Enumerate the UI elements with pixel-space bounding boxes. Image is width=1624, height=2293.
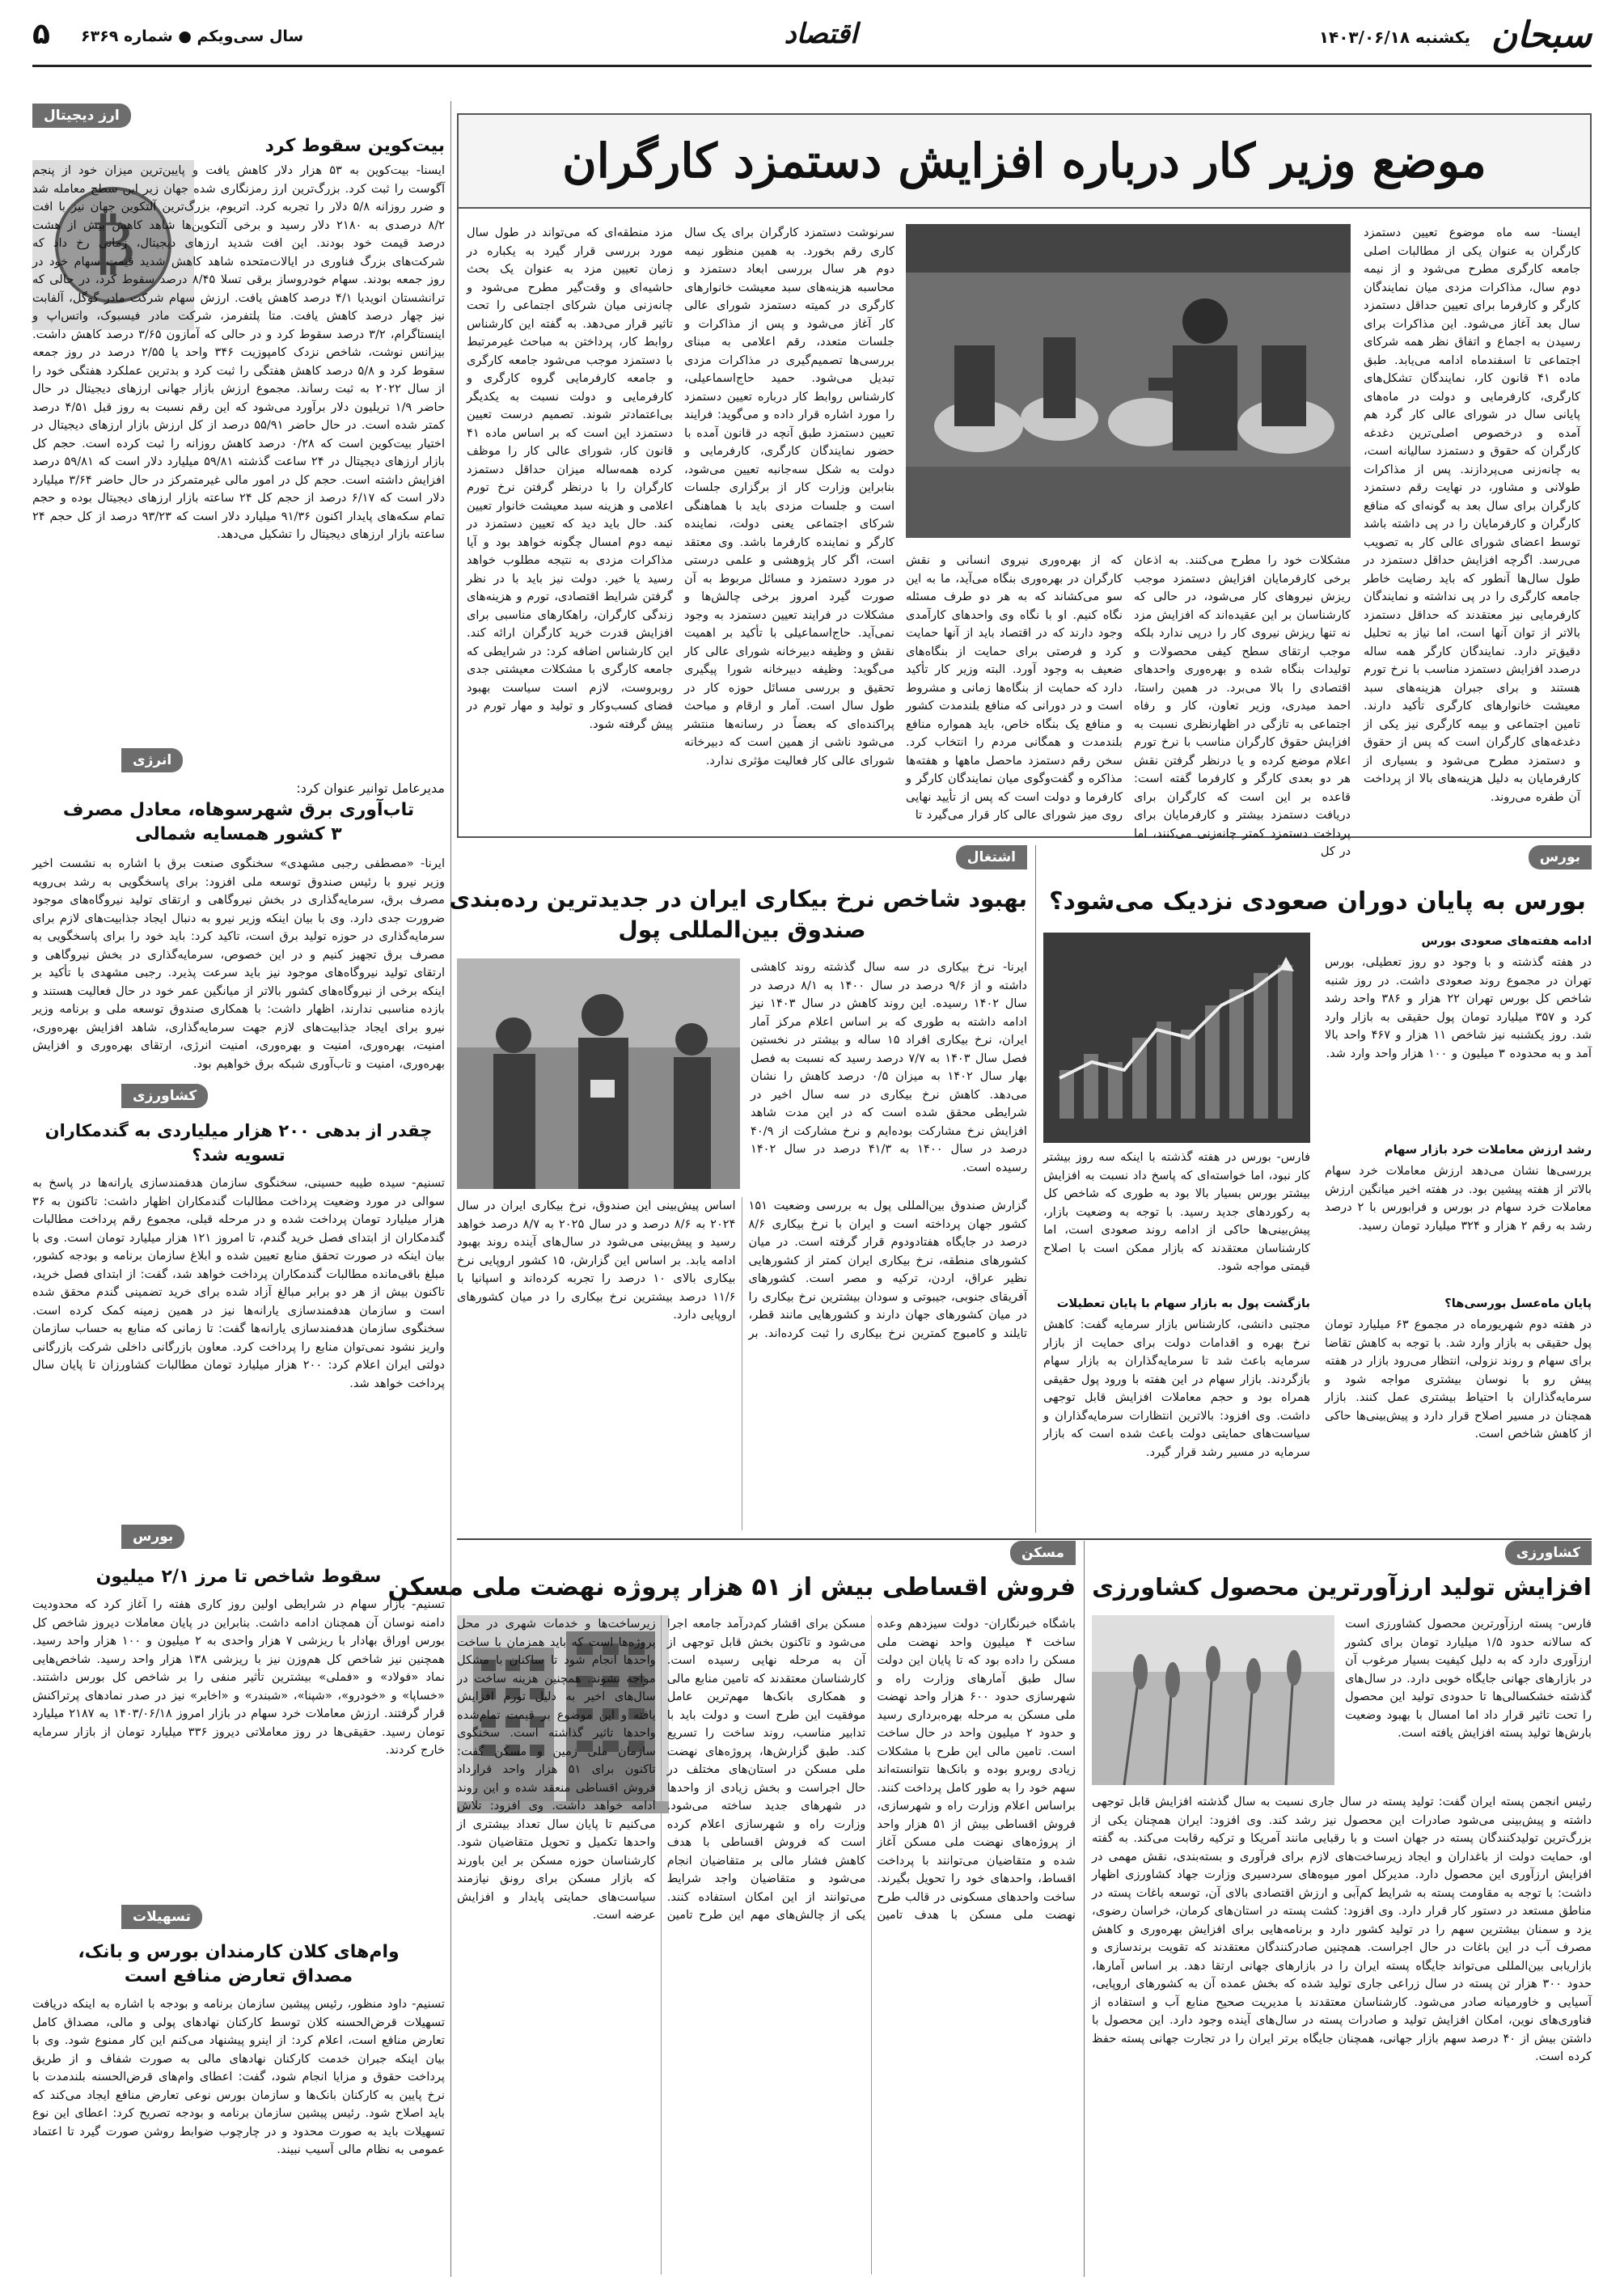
bourse-chart-photo xyxy=(1043,933,1310,1143)
masthead-date: یکشنبه ۱۴۰۳/۰۶/۱۸ xyxy=(1318,27,1470,47)
masthead-logo: سبحان xyxy=(1491,15,1592,56)
svg-text:₿: ₿ xyxy=(91,205,136,281)
agri-debt-headline-2: تسویه شد؟ xyxy=(192,1145,285,1165)
stock-small-tag-rule xyxy=(32,1537,445,1538)
unemployment-headline-2: صندوق بین‌المللی پول xyxy=(618,916,866,943)
housing-headline: فروش اقساطی بیش از ۵۱ هزار پروژه نهضت ملی مسکن xyxy=(387,1573,1076,1601)
lead-headline-band xyxy=(459,115,1590,209)
stock-small-headline: سقوط شاخص تا مرز ۲/۱ میلیون xyxy=(95,1567,382,1587)
bourse-body-4: در هفته دوم شهریورماه در مجموع ۶۳ میلیارد تومان پول حقیقی به بازار وارد شد. با توجه به کاهش تقاضا برای سهام و روند نزولی، انتظار می‌رود بازار در هفته پیش رو با نوسان بیشتری مواجه شود و سرمایه‌گذاران با احتیاط بیشتری عمل کنند. بازار همچنان در مسیر اصلاح قرار دارد و پیش‌بینی‌ها حاکی از کاهش شاخص است. xyxy=(1325,1318,1592,1441)
unemployment-body-top: ایرنا- نرخ بیکاری در سه سال گذشته روند کاهشی داشته و از ۹/۶ درصد در سال ۱۴۰۰ به ۸/۱ درصد در سال ۱۴۰۲ رسیده. این روند کاهش در سال ۱۴۰۳ نیز ادامه داشته به طوری که بر اساس اعلام مرکز آمار ایران، نرخ بیکاری افراد ۱۵ ساله و بیشتر در نخستین فصل سال ۱۴۰۳ به ۷/۷ درصد رسید که نسبت به فصل بهار سال ۱۴۰۲ به میزان ۰/۵ درصد کاهش را نشان می‌دهد. کاهش نرخ بیکاری در سه سال اخیر در شرایطی محقق شده است که در این مدت شاهد افزایش نرخ مشارکت بوده‌ایم و نرخ مشارکت از ۴۰/۹ درصد در سال ۱۴۰۰ به ۴۱/۳ درصد در سال ۱۴۰۲ رسیده است. xyxy=(751,960,1028,1174)
agri-debt-body: تسنیم- سیده طیبه حسینی، سخنگوی سازمان هدفمندسازی یارانه‌ها در پاسخ به سوالی در مورد وضعیت پرداخت مطالبات گندمکاران اظهار داشت: تاکنون به ۳۶ هزار میلیارد تومان پرداخت شده و در مرحله قبلی، مجموع رقم پرداخت مطالبات گندمکاران از ابتدای فصل خرید گندم، تا امروز ۱۲۱ هزار میلیارد تومان است. وی با بیان اینکه در صورت تحقق منابع تعیین شده و ابلاغ سازمان برنامه و بودجه کشور، مبلغ باقی‌مانده مطالبات گندمکاران پرداخت خواهد شد، گفت: از ابتدای فصل خرید، تاکنون بیش از هر دو برابر مبالغ آزاد شده برای خرید تضمینی گندم محقق شده است و سازمان هدفمندسازی یارانه‌ها نیز در همین زمینه کمک کرده است. سخنگوی سازمان هدفمندسازی یارانه‌ها گفت: تا زمانی که منابع به حساب سازمان واریز نشود نمی‌توان منابع را پرداخت کرد. معاون بازرگانی داخلی شرکت بازرگانی دولتی ایران اعلام کرد: ۲۰۰ هزار میلیارد تومان مطالبات کشاورزان تا پایان سال پرداخت خواهد شد. xyxy=(32,1176,445,1390)
agri-debt-story xyxy=(32,1084,445,1517)
section-title: اقتصاد xyxy=(784,18,858,50)
bourse-sub-3: رشد ارزش معاملات خرد بازار سهام xyxy=(1384,1143,1592,1157)
masthead-rule xyxy=(32,65,1592,67)
agri-debt-headline-1: چقدر از بدهی ۲۰۰ هزار میلیاردی به گندمکاران xyxy=(44,1121,433,1140)
left-column-divider xyxy=(450,101,451,2277)
stock-small-story xyxy=(32,1525,445,1897)
energy-tag-rule xyxy=(32,760,445,762)
bourse-headline: بورس به پایان دوران صعودی نزدیک می‌شود؟ xyxy=(1049,887,1586,916)
crypto-headline: بیت‌کوین سقوط کرد xyxy=(264,136,445,156)
middle-divider xyxy=(1035,845,1036,1533)
bourse-body-3: بررسی‌ها نشان می‌دهد ارزش معاملات خرد سهام بالاتر از هفته پیشین بود. در هفته اخیر میانگین ارزش معاملات خرد سهام در بورس و فرابورس با ۲ درصد رشد به رقم ۲ هزار و ۳۲۴ میلیارد تومان رسید. xyxy=(1325,1164,1592,1233)
energy-tag: انرژی xyxy=(121,748,183,772)
unemployment-headline-1: بهبود شاخص نرخ بیکاری ایران در جدیدترین رده‌بندی xyxy=(449,886,1027,912)
energy-kicker: مدیرعامل توانیر عنوان کرد: xyxy=(296,781,445,796)
agri-debt-tag: کشاورزی xyxy=(121,1084,208,1108)
masthead xyxy=(32,15,1592,73)
energy-story xyxy=(32,748,445,1076)
agri-export-tag: کشاورزی xyxy=(1505,1541,1592,1565)
bourse-sub-2: ادامه هفته‌های صعودی بورس xyxy=(1421,934,1592,948)
lower-section-rule xyxy=(457,1538,1592,1540)
loans-headline-2: مصداق تعارض منافع است xyxy=(124,1966,353,1986)
lead-col-2: مشکلات خود را مطرح می‌کنند. به اذعان برخی کارفرمایان افزایش دستمزد موجب ریزش نیروهای کار می‌شود، در حالی که کارشناسان بر این عقیده‌اند که افزایش مزد نه تنها ریزش نیروی کار را درپی ندارد بلکه موجب ارتقای سطح کیفی محصولات و تولیدات بنگاه شده و بهره‌وری واحدهای اقتصادی را بالا می‌برد. در همین راستا، احمد میدری، وزیر تعاون، کار و رفاه اجتماعی به تازگی در اظهارنظری نسبت به افزایش حقوق کارگران مناسب با نرخ تورم اعلام موضع کرده و یا درنظر گرفتن نقش هر دو بعدی کارگر و کارفرما گفته است: قاعده بر این است که کارگران برای دریافت دستمزد بیشتر و کارفرمایان برای پرداخت دستمزد کمتر چانه‌زنی می‌کنند، اما در کل xyxy=(1134,553,1351,858)
housing-story xyxy=(387,1541,1076,2277)
unemployment-story xyxy=(449,845,1028,1533)
lead-col-3: که از بهره‌وری نیروی انسانی و نقش کارگران در بهره‌وری بنگاه می‌آید، ما به این سو می‌کشاند که به هر دو طرف مسئله نگاه کنیم. او با نگاه وی واحدهای کارآمدی وجود دارند که در اقتصاد باید از آنها حمایت کرد و فرصتی برای حمایت از بنگاه‌های ضعیف به وجود آورد. البته وزیر کار تأکید دارد که حمایت از بنگاه‌ها زمانی و مشروط است و در دورانی که منافع بلندمدت کشور و منافع یک بنگاه خاص، باید همواره منافع بلندمدت و همگانی مردم را انتخاب کرد. سخن رقم دستمزد ماحصل ماهها و هفته‌ها مذاکره و گفت‌وگوی میان نمایندگان کارگر و کارفرما و دولت است که پس از تأیید نهایی روی میز شورای عالی کار قرار می‌گیرد تا xyxy=(906,553,1123,822)
loans-tag-rule xyxy=(32,1917,445,1919)
agri-export-intro: فارس- پسته ارزآورترین محصول کشاورزی است که سالانه حدود ۱/۵ میلیارد تومان برای کشور ارزآوری دارد که به دلیل کیفیت بسیار مرغوب آن در بازارهای جهانی جایگاه خوبی دارد. در سال‌های گذشته خشکسالی‌ها تا حدودی تولید این محصول را تحت تاثیر قرار داد اما امسال با بهبود وضعیت بارش‌ها تولید پسته افزایش یافته است. xyxy=(1345,1617,1592,1740)
energy-headline-2: ۳ کشور همسایه شمالی xyxy=(135,824,342,844)
unemployment-tag-rule xyxy=(457,857,1027,859)
lead-col-4: سرنوشت دستمزد کارگران برای یک سال کاری رقم بخورد. به همین منظور نیمه دوم هر سال بررسی ابعاد دستمزد و محاسبه هزینه‌های سبد معیشت خانوارهای کارگری در کمیته دستمزد شورای عالی کار آغاز می‌شود و پس از مذاکرات و جلسات متعدد، رقم اعلامی به مبنای بررسی‌ها تصمیم‌گیری در مذاکرات مزدی تبدیل می‌شود. حمید حاج‌اسماعیلی، کارشناس روابط کار درباره تعیین دستمزد را مورد اشاره قرار داده و می‌گوید: فرایند تعیین دستمزد طبق آنچه در قانون آمده با حضور نمایندگان کارگری، کارفرمایی و دولت به شکل سه‌جانبه تعیین می‌شود، بنابراین وزارت کار از برگزاری جلسات است و جلسات مزدی باید با هماهنگی شرکای اجتماعی یعنی دولت، نماینده کارگر و نماینده کارفرما باشد. وی معتقد است، اگر کار پژوهشی و علمی درستی در مورد دستمزد و مسائل مربوط به آن صورت گیرد امروز برخی چالش‌ها و مشکلات در فرایند تعیین دستمزد به وجود نمی‌آید. حاج‌اسماعیلی با تأکید بر اهمیت نقش و وظیفه دبیرخانه شورای عالی کار می‌گوید: وظیفه دبیرخانه شورا پیگیری تحقیق و بررسی مسائل حوزه کار در طول سال است. آمار و ارقام و مباحث پراکنده‌ای که بعضاً در رسانه‌ها منتشر می‌شود ناشی از همین است که دبیرخانه شورای عالی کار فعالیت مؤثری ندارد. xyxy=(684,226,894,768)
bourse-body-2: در هفته گذشته و با وجود دو روز تعطیلی، بورس تهران در مجموع روند صعودی داشت. در روز شنبه شاخص کل بورس تهران ۲۲ هزار و ۳۸۶ واحد رشد کرد و ۳۵۷ میلیارد تومان پول حقیقی به بازار وارد شد. روز یکشنبه نیز شاخص ۱۱ هزار و ۴۶۷ واحد بالا آمد و به محدوده ۳ میلیون و ۱۰۰ هزار واحد وارد شد. xyxy=(1325,955,1592,1060)
bourse-story xyxy=(1043,845,1592,1533)
unemployment-tag: اشتغال xyxy=(956,845,1027,869)
bourse-tag: بورس xyxy=(1529,845,1592,869)
agri-export-story xyxy=(1092,1541,1592,2277)
crypto-tag: ارز دیجیتال xyxy=(32,104,131,128)
loans-tag: تسهیلات xyxy=(121,1905,202,1929)
stock-small-body: تسنیم- بازار سهام در شرایطی اولین روز کاری هفته را آغاز کرد که محدودیت دامنه نوسان آن همچنان ادامه داشت. بنابراین در پایان معاملات دیروز شاخص کل بورس اوراق بهادار با ریزشی ۷ هزار واحدی به ۲ میلیون و ۱۰۰ هزار واحد رسید. همچنین نیز شاخص کل هم‌وزن نیز با ریزشی ۱۳۸ هزار واحد رسید. شاخص‌هایی نماد «فولاد» و «فملی» بیشترین تأثیر منفی را بر شاخص کل بورس داشتند. «خساپا» و «خودرو»، «شپنا»، «شبندر» و «اخابر» نیز در صدر نمادهای پرتراکنش قرار گرفتند. ارزش معاملات خرد سهام در بازار امروز ۱۴۰۳/۰۶/۱۸ به ۲۱۸۷ میلیارد تومان رسید. حقیقی‌ها در روز معاملاتی دیروز ۳۳۶ میلیارد تومان از بازار سرمایه خارج کردند. xyxy=(32,1597,445,1757)
wheat-photo xyxy=(1092,1615,1334,1785)
energy-headline-1: تاب‌آوری برق شهرسوهاه، معادل مصرف xyxy=(62,800,415,820)
students-photo xyxy=(457,958,740,1189)
agri-export-headline: افزایش تولید ارزآورترین محصول کشاورزی xyxy=(1092,1573,1592,1601)
lead-col-1: ایسنا- سه ماه موضوع تعیین دستمزد کارگران به عنوان یکی از مطالبات اصلی جامعه کارگری مطرح می‌شود و از نیمه دوم سال، مذاکرات مزدی میان نمایندگان کارگر و کارفرما برای تعیین حداقل دستمزد سال بعد آغاز می‌شود. این مذاکرات برای رسیدن به اجماع و اتفاق نظر همه شرکای اجتماعی تا اسفندماه ادامه می‌یابد. طبق ماده ۴۱ قانون کار، نمایندگان تشکل‌های کارگری، کارفرمایی و دولت در ماه‌های پایانی سال در شورای عالی کار گرد هم آمده و درخصوص اصلی‌ترین دغدغه کارگران که حقوق و دستمزد سالیانه است، به چانه‌زنی می‌پردازند. پس از مذاکرات طولانی و مشاور، در نهایت رقم دستمزد کارگران برای سال بعد به گونه‌ای که منافع کارگران و کارفرمایان را در پی داشته باشد توسط اعضای شورای عالی کار به تصویب می‌رسد. اگرچه افزایش حداقل دستمزد در طول سال‌ها آنطور که باید رضایت خاطر جامعه کارگری را در پی نداشته و نمایندگان کارفرمایی نیز معتقدند که حداقل دستمزد بالاتر از توان آنها است، اما نیاز به تحلیل دقیق‌تر دارد. نمایندگان کارگر همه ساله درصدد افزایش دستمزد مناسب با نرخ تورم هستند و برای جبران هزینه‌های سبد معیشت خانوارهای کارگری تأکید دارند. تامین اجتماعی و بیمه کارگری نیز یکی از دغدغه‌های کارگران است که پس از حقوق و دستمزد مطرح می‌شود و بسیاری از کارفرمایان به دلیل هزینه‌های بالا از پرداخت آن طفره می‌روند. xyxy=(1364,226,1580,804)
bourse-intro: فارس- بورس در هفته گذشته با اینکه سه روز بیشتر کار نبود، اما خواسته‌ای که پاسخ داد نسبت به افزایش بیشتر بورس بسیار بالا بود به طوری که شاخص کل به رکوردهای جدید رسید. با توجه به وضعیت بازار، پیش‌بینی‌ها حاکی از ادامه روند صعودی است، اما کارشناسان معتقدند که بازار ممکن است با اصلاح قیمتی مواجه شود. xyxy=(1043,1150,1310,1273)
energy-body: ایرنا- «مصطفی رجبی مشهدی» سخنگوی صنعت برق با اشاره به نشست اخیر وزیر نیرو با رئیس صندوق توسعه ملی افزود: برای پاسخگویی به رشد بی‌رویه مصرف برق، سرمایه‌گذاری در بخش نیروگاهی و ارتقای تولید نیروگاه‌های موجود ضرورت جدی دارد. وی با بیان اینکه وزیر نیرو به دنبال ایجاد جذابیت‌های لازم برای سرمایه‌گذاری در حوزه تولید برق است، تاکید کرد: باید خود را برای پاسخگویی به مصرف برق تجهیز کنیم و در این خصوص، سرمایه‌گذاری در بخش نیروگاهی و ارتقای تولید نیروگاه‌های موجود نیز باید سرعت پذیرد. رجبی مشهدی با تأکید بر اینکه برخی از نیروگاه‌های کشور بالاتر از میانگین عمر خود در حال فعالیت هستند و بازده مناسبی ندارند، اظهار داشت: با همکاری صندوق توسعه ملی و برنامه وزیر نیرو برای ایجاد جذابیت‌های لازم جهت سرمایه‌گذاری، شاهد افزایش بهره‌وری، امنیت، بهره‌وری، امنیت و بهره‌وری، امنیت انرژی، ارتقای بهره‌وری و افزایش بهره‌وری، امنیت و تاب‌آوری شبکه برق خواهیم بود. xyxy=(32,857,445,1071)
page-number: ۵ xyxy=(32,18,50,51)
bourse-body-1: مجتبی دانشی، کارشناس بازار سرمایه گفت: کاهش نرخ بهره و اقدامات دولت برای حمایت از بازار سرمایه باعث شد تا سرمایه‌گذاران به بازار سهام بازگردند. بازار سهام در این هفته با ورود پول حقیقی همراه بود و حجم معاملات افزایش قابل توجهی داشت. وی افزود: بالاترین انتظارات سرمایه‌گذاران و سیاست‌های حمایتی دولت باعث شده است که بازار سرمایه در مسیر رشد قرار گیرد. xyxy=(1043,1318,1310,1459)
loans-body: تسنیم- داود منظور، رئیس پیشین سازمان برنامه و بودجه با اشاره به اینکه دریافت تسهیلات قرض‌الحسنه کلان توسط کارکنان نهادهای پولی و مالی، مصداق کامل تعارض منافع است، اعلام کرد: از اینرو پیشنهاد می‌کنم این کار ممنوع شود. وی با بیان اینکه جبران خدمت کارکنان نهادهای مالی به صورت شفاف و از طریق پرداخت حقوق و مزایا انجام شود، گفت: اعطای وام‌های قرض‌الحسنه بلندمدت با نرخ پایین به کارکنان بانک‌ها و سازمان بورس نوعی تعارض منافع ایجاد می‌کند که باید اصلاح شود. رئیس پیشین سازمان برنامه و بودجه تصریح کرد: اعطای این نوع تسهیلات باید به صورت محدود و در چارچوب ضوابط روشن صورت گیرد تا اعتماد عمومی به نظام مالی آسیب نبیند. xyxy=(32,1997,445,2156)
stock-small-tag: بورس xyxy=(121,1525,184,1549)
lead-col-5: مزد منطقه‌ای که می‌تواند در طول سال مورد بررسی قرار گیرد به یکباره در زمان تعیین مزد به عنوان یک بحث حاشیه‌ای و وقت‌گیر مطرح می‌شود و چانه‌زنی میان شرکای اجتماعی را تحت تاثیر قرار می‌دهد. به گفته این کارشناس روابط کار، پرداختن به مباحث غیرمرتبط با دستمزد موجب می‌شود جامعه کارگری و جامعه کارفرمایی گروه کارگری و کارفرمایی و دولت نسبت به یکدیگر بی‌اعتمادتر شوند. تصمیم درست تعیین دستمزد این است که بر اساس ماده ۴۱ قانون کار، شورای عالی کار را موظف کرده همه‌ساله میزان حداقل دستمزد کارگران را با درنظر گرفتن نرخ تورم اعلامی و هزینه سبد معیشت خانوار تعیین کند. حال باید دید که تعیین دستمزد در نیمه دوم امسال چگونه خواهد بود و آیا مذاکرات مزدی به نتیجه مطلوب خواهد رسید یا خیر. دولت نیز باید با در نظر گرفتن شرایط اقتصادی، تورم و هزینه‌های زندگی کارگران، راهکارهای مناسبی برای افزایش قدرت خرید کارگران ارائه کند. این کارشناس اضافه کرد: در شرایطی که جامعه کارگری با مشکلات معیشتی جدی روبروست، لازم است سیاست بهبود فضای کسب‌وکار و تولید و مهار تورم در پیش گرفته شود. xyxy=(467,226,673,731)
crypto-story xyxy=(32,104,445,742)
loans-story xyxy=(32,1905,445,2277)
housing-body: باشگاه خبرنگاران- دولت سیزدهم وعده ساخت ۴ میلیون واحد نهضت ملی مسکن را داده بود که تا پایان این دولت سال طبق آمارهای وزارت راه و شهرسازی حدود ۶۰۰ هزار واحد نهضت ملی مسکن به مرحله بهره‌برداری رسید و حدود ۲ میلیون واحد در حال ساخت است. تامین مالی این طرح با مشکلات زیادی روبرو بوده و بانک‌ها نتوانسته‌اند سهم خود را به طور کامل پرداخت کنند. براساس اعلام وزارت راه و شهرسازی، فروش اقساطی بیش از ۵۱ هزار واحد از پروژه‌های نهضت ملی مسکن آغاز شده و متقاضیان می‌توانند با پرداخت اقساط، واحدهای خود را تحویل بگیرند. ساخت واحدهای مسکونی در قالب طرح نهضت ملی مسکن با هدف تامین مسکن برای اقشار کم‌درآمد جامعه اجرا می‌شود و تاکنون بخش قابل توجهی از آن به مرحله نهایی رسیده است. کارشناسان معتقدند که تامین منابع مالی و همکاری بانک‌ها مهم‌ترین عامل موفقیت این طرح است و دولت باید با تدابیر مناسب، روند ساخت را تسریع کند. طبق گزارش‌ها، پروژه‌های نهضت ملی مسکن در استان‌های مختلف در حال اجراست و بخش زیادی از واحدها در شهرهای جدید ساخته می‌شود. وزارت راه و شهرسازی اعلام کرده است که فروش اقساطی با هدف کاهش فشار مالی بر متقاضیان انجام می‌شود و متقاضیان واجد شرایط می‌توانند از این امکان استفاده کنند. یکی از چالش‌های مهم این طرح تامین زیرساخت‌ها و خدمات شهری در محل پروژه‌ها است که باید همزمان با ساخت واحدها انجام شود تا ساکنان با مشکل مواجه نشوند. همچنین هزینه ساخت در سال‌های اخیر به دلیل تورم افزایش یافته و این موضوع بر قیمت تمام‌شده واحدها تاثیر گذاشته است. سخنگوی سازمان ملی زمین و مسکن گفت: تاکنون برای ۵۱ هزار واحد قرارداد فروش اقساطی منعقد شده و این روند ادامه خواهد داشت. وی افزود: تلاش می‌کنیم تا پایان سال تعداد بیشتری از واحدها تکمیل و تحویل متقاضیان شود. کارشناسان حوزه مسکن بر این باورند که بازار مسکن برای رونق نیازمند سیاست‌های حمایتی پایدار و افزایش عرضه است. xyxy=(457,1617,1076,1922)
loans-headline-1: وام‌های کلان کارمندان بورس و بانک، xyxy=(78,1942,400,1962)
bourse-sub-4: پایان ماه‌عسل بورسی‌ها؟ xyxy=(1444,1297,1592,1310)
agri-export-body: رئیس انجمن پسته ایران گفت: تولید پسته در سال جاری نسبت به سال گذشته افزایش قابل توجهی داشته و پیش‌بینی می‌شود صادرات این محصول نیز رشد کند. وی افزود: ایران همچنان یکی از بزرگ‌ترین تولیدکنندگان پسته در جهان است و با رقبایی مانند آمریکا و ترکیه رقابت می‌کند. به گفته او، حمایت دولت از باغداران و ایجاد زیرساخت‌های لازم برای فرآوری و بسته‌بندی، نقش مهمی در افزایش ارزآوری این محصول دارد. مدیرکل امور میوه‌های سردسیری وزارت جهاد کشاورزی اظهار داشت: با توجه به مقاومت پسته به شرایط کم‌آبی و ارزش اقتصادی بالای آن، توسعه باغات پسته در مناطق مستعد در دستور کار قرار دارد. وی افزود: کشت پسته در استان‌های کرمان، خراسان رضوی، یزد و سمنان بیشترین سهم را در تولید کشور دارد و برنامه‌هایی برای افزایش بهره‌وری و کاهش مصرف آب در این باغات در حال اجراست. همچنین صادرکنندگان معتقدند که تقویت برندسازی و بازاریابی بین‌المللی می‌تواند جایگاه پسته ایران را در بازارهای جهانی ارتقا دهد. بر اساس آمارها، حدود ۳۰۰ هزار تن پسته در سال زراعی جاری تولید شده که بخش عمده آن به کشورهای اروپایی، آسیایی و خاورمیانه صادر می‌شود. کارشناسان معتقدند با مدیریت صحیح منابع آب و استفاده از فناوری‌های نوین، امکان افزایش تولید و صادرات پسته در سال‌های آینده وجود دارد. این محصول با داشتن بیش از ۴۰ درصد سهم بازار جهانی، همچنان جایگاه برتر ایران را در تجارت جهانی پسته حفظ کرده است. xyxy=(1092,1795,1592,2063)
lead-headline: موضع وزیر کار درباره افزایش دستمزد کارگران xyxy=(562,133,1487,188)
unemployment-body-bottom: گزارش صندوق بین‌المللی پول به بررسی وضعیت ۱۵۱ کشور جهان پرداخته است و ایران با نرخ بیکاری ۸/۶ درصد در جایگاه هفتادودوم قرار گرفته است. در میان کشورهای منطقه، نرخ بیکاری ایران کمتر از کشورهایی نظیر عراق، اردن، ترکیه و مصر است. کشورهای آفریقای جنوبی، جیبوتی و سودان بیشترین نرخ بیکاری را در میان کشورهای جهان دارند و کشورهایی مانند قطر، تایلند و کامبوج کمترین نرخ بیکاری را ثبت کرده‌اند. بر اساس پیش‌بینی این صندوق، نرخ بیکاری ایران در سال ۲۰۲۴ به ۸/۶ درصد و در سال ۲۰۲۵ به ۸/۷ درصد خواهد رسید و پیش‌بینی می‌شود در سال‌های آینده روند بهبود ادامه یابد. بر اساس این گزارش، ۱۵ کشور اروپایی نرخ بیکاری بالای ۱۰ درصد را تجربه کرده‌اند و اسپانیا با ۱۱/۶ درصد بیشترین نرخ بیکاری را در میان کشورهای اروپایی دارد. xyxy=(457,1199,1027,1340)
bourse-tag-rule xyxy=(1043,857,1592,859)
factory-photo xyxy=(906,224,1351,538)
crypto-body: ایسنا- بیت‌کوین به ۵۳ هزار دلار کاهش یافت و پایین‌ترین میزان خود از پنجم آگوست را ثبت کرد. بزرگ‌ترین ارز رمزنگاری شده جهان زیر این سطح معامله شد و ضرر روزانه ۵/۸ دلار را تجربه کرد. اتریوم، بزرگ‌ترین آلتکوین جهان نیز با افت ۸/۲ درصدی به ۲۱۸۰ دلار رسید و برخی آلتکوین‌ها شاهد کاهش بیش از هشت درصد قیمت خود بودند. این افت شدید ارزهای دیجیتال، زمانی رخ داد که شرکت‌های بزرگ فناوری در ایالات‌متحده شاهد کاهش شدید قیمت سهام خود در روز جمعه بودند. سهام خودروساز برقی تسلا ۸/۴۵ درصد سقوط کرد، در حالی که ترانشستان انویدیا ۴/۱ درصد کاهش یافت. ارزش سهام شرکت مادر گوگل، آلفابت نیز چهار درصد کاهش یافت. متا پلتفرمز، شرکت مادر فیسبوک، واتس‌اپ و اینستاگرام، ۳/۲ درصد سقوط کرد و در حالی که آمازون ۳/۶۵ درصد کاهش داشت. بیزانس نوشت، شاخص نزدک کامپوزیت ۳۴۶ واحد یا ۲/۵۵ درصد در روز جمعه سقوط کرد و ۵/۸ درصد کاهش هفتگی را ثبت کرد و بدترین عملکرد هفتگی خود را از سال ۲۰۲۲ به ثبت رساند. مجموع ارزش بازار جهانی ارزهای دیجیتال در حال حاضر ۱/۹ تریلیون دلار برآورد می‌شود که این رقم نسبت به روز قبل ۴/۵۱ درصد کمتر شده است. در حال حاضر ۵۵/۹۱ درصد از کل ارزش بازار ارزهای دیجیتال در اختیار بیت‌کوین است که ۰/۲۸ درصد کاهش روزانه را ثبت کرده است. حجم کل بازار ارزهای دیجیتال در ۲۴ ساعت گذشته ۵۹/۸۱ میلیارد دلار است که ۵۹/۸۱ درصد افزایش داشته است. حجم کل در امور مالی غیرمتمرکز در حال حاضر ۳/۶۴ میلیارد دلار است که ۶/۱۷ درصد از حجم کل ۲۴ ساعته بازار ارزهای دیجیتال بوده و حجم تمام سکه‌های پایدار اکنون ۹۱/۳۶ میلیارد دلار است که ۹۳/۲۳ درصد از کل حجم ۲۴ ساعته بازار ارزهای دیجیتال را تشکیل می‌دهد. xyxy=(32,163,446,541)
housing-tag: مسکن xyxy=(1010,1541,1076,1565)
lower-divider xyxy=(1084,1541,1085,2277)
agri-debt-tag-rule xyxy=(32,1096,445,1098)
year-issue: سال سی‌ویکم ● شماره ۶۳۶۹ xyxy=(81,27,304,45)
bourse-sub-1: بازگشت پول به بازار سهام با پایان تعطیلات xyxy=(1056,1297,1310,1310)
